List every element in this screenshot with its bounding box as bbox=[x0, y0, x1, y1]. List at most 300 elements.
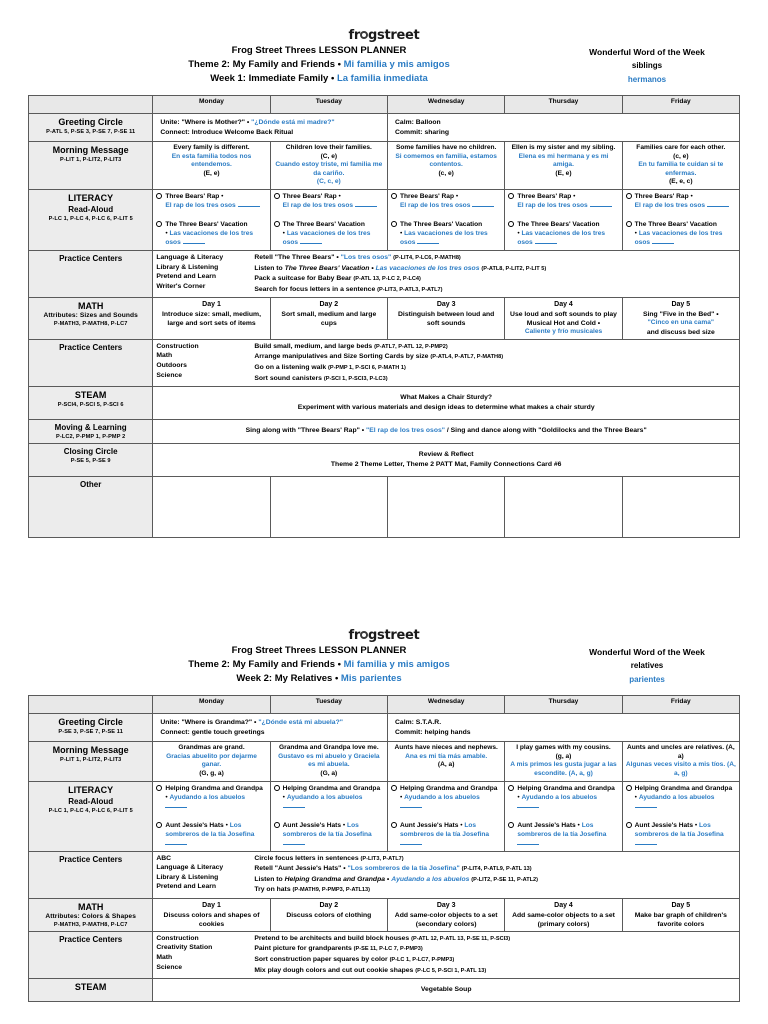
row-label-math-centers bbox=[29, 339, 153, 386]
wonderful-word-title: Wonderful Word of the Week bbox=[589, 647, 705, 658]
radio-button-icon[interactable] bbox=[391, 822, 397, 828]
book-separator: • bbox=[634, 229, 637, 237]
center-name: Library & Listening bbox=[156, 263, 219, 271]
other-thursday-blank[interactable] bbox=[505, 477, 622, 538]
math-centers-cell bbox=[153, 339, 740, 386]
math-day-2 bbox=[270, 298, 387, 339]
mm-spanish: A mis primos les gusta jugar a las escondite. (A, a, g) bbox=[510, 761, 617, 777]
book-separator: • bbox=[690, 192, 693, 200]
center-activity: Listen to The Three Bears' Vacation • Las vacaciones de los tres osos (P-ATL8, P-LIT2, P-LIT 5) bbox=[254, 264, 547, 272]
book-title-english: Three Bears' Rap bbox=[517, 192, 572, 200]
book-title-spanish: El rap de los tres osos bbox=[165, 201, 236, 209]
book-title-english: Helping Grandma and Grandpa bbox=[165, 784, 263, 792]
literacy-codes: P-LC 1, P-LC 4, P-LC 6, P-LIT 5 bbox=[48, 807, 133, 814]
mm-letter-tag: (G, g, a) bbox=[199, 769, 224, 777]
math-day-5 bbox=[622, 898, 739, 931]
morning-message-tuesday bbox=[270, 742, 387, 781]
other-friday-blank[interactable] bbox=[622, 477, 739, 538]
day-number: Day 5 bbox=[671, 301, 691, 309]
row-math bbox=[29, 898, 740, 931]
morning-message-label: Morning Message bbox=[52, 745, 129, 756]
center-activity: Circle focus letters in sentences (P-LIT3, P-ATL7) bbox=[254, 854, 404, 862]
steam-description: Experiment with various materials and design ideas to determine what makes a chair sturdy bbox=[297, 404, 595, 412]
book-separator: • bbox=[165, 793, 168, 801]
row-label-math-centers bbox=[29, 931, 153, 978]
radio-button-icon[interactable] bbox=[626, 193, 632, 199]
center-name: Construction bbox=[156, 342, 199, 350]
mm-english: Aunts have nieces and nephews. bbox=[394, 744, 498, 752]
mm-english: Ellen is my sister and my sibling. bbox=[511, 144, 616, 151]
morning-message-thursday bbox=[505, 142, 622, 190]
page-break bbox=[0, 538, 768, 626]
read-aloud-tuesday bbox=[270, 189, 387, 250]
radio-button-icon[interactable] bbox=[508, 221, 514, 227]
radio-button-icon[interactable] bbox=[508, 193, 514, 199]
math-day-5 bbox=[622, 298, 739, 339]
connect-english: Introduce Welcome Back Ritual bbox=[191, 128, 294, 136]
read-aloud-monday bbox=[153, 781, 270, 851]
math-attributes: Attributes: Colors & Shapes bbox=[45, 912, 136, 920]
book-title-spanish: Las vacaciones de los tres osos bbox=[634, 229, 723, 246]
write-in-blank[interactable] bbox=[535, 243, 557, 244]
wonderful-word-spanish: parientes bbox=[629, 675, 665, 685]
column-header-friday: Friday bbox=[622, 696, 739, 714]
day-activity-spanish: Caliente y frío musicales bbox=[524, 328, 603, 336]
connect-english: gentle touch greetings bbox=[191, 728, 265, 736]
day-activity: Add same-color objects to a set (primary colors) bbox=[512, 911, 615, 928]
book-title-english: The Three Bears' Vacation bbox=[165, 220, 248, 228]
day-number: Day 1 bbox=[202, 901, 221, 909]
book-title-english: Three Bears' Rap bbox=[165, 192, 220, 200]
theme-spanish: Mi familia y mis amigos bbox=[343, 59, 450, 70]
other-label: Other bbox=[80, 480, 102, 490]
steam-title: Vegetable Soup bbox=[420, 986, 472, 994]
book-title-english: Aunt Jessie's Hats bbox=[634, 821, 694, 829]
write-in-blank[interactable] bbox=[517, 844, 539, 845]
book-separator: • bbox=[517, 793, 520, 801]
mm-spanish: Ana es mi tía más amable. bbox=[405, 752, 488, 760]
lesson-planner-page-2 bbox=[0, 626, 768, 1002]
write-in-blank[interactable] bbox=[635, 807, 657, 808]
column-header-thursday: Thursday bbox=[505, 696, 622, 714]
book-title-spanish: Las vacaciones de los tres osos bbox=[400, 229, 488, 246]
unite-spanish: "¿Dónde está mi madre?" bbox=[251, 119, 335, 126]
row-literacy-practice-centers bbox=[29, 250, 740, 297]
mm-spanish: Cuando estoy triste, mi familia me da cariño. bbox=[275, 161, 383, 177]
lesson-plan-table-week-2 bbox=[28, 695, 740, 1002]
write-in-blank[interactable] bbox=[707, 206, 729, 207]
day-activity-cont: and discuss bed size bbox=[646, 328, 715, 336]
row-label-math bbox=[29, 898, 153, 931]
theme-english: My Family and Friends bbox=[232, 659, 336, 671]
mm-spanish: Elena es mi hermana y es mi amiga. bbox=[518, 152, 609, 169]
radio-button-icon[interactable] bbox=[508, 785, 514, 791]
book-title-english: Aunt Jessie's Hats bbox=[165, 821, 224, 829]
book-title-english: Three Bears' Rap bbox=[634, 192, 689, 200]
book-separator: • bbox=[400, 793, 403, 801]
center-activity: Build small, medium, and large beds (P-ATL7, P-ATL 12, P-PMP2) bbox=[254, 342, 448, 350]
book-separator: • bbox=[225, 821, 228, 829]
book-title-spanish: Los sombreros de la tía Josefina bbox=[400, 821, 490, 838]
book-title-spanish: El rap de los tres osos bbox=[517, 201, 588, 209]
center-name: Construction bbox=[156, 934, 199, 942]
row-literacy-read-aloud bbox=[29, 189, 740, 250]
theme-separator: • bbox=[337, 59, 341, 70]
radio-button-icon[interactable] bbox=[508, 822, 514, 828]
book-title-spanish: Las vacaciones de los tres osos bbox=[165, 229, 254, 246]
literacy-label: LITERACY bbox=[68, 192, 114, 203]
book-title-spanish: Ayudando a los abuelos bbox=[521, 793, 598, 801]
unite-separator: • bbox=[254, 719, 257, 727]
book-separator: • bbox=[400, 229, 403, 237]
moving-learning-codes: P-LC2, P-PMP 1, P-PMP 2 bbox=[56, 434, 126, 441]
center-activity: Sort construction paper squares by color (P-LC 1, P-LC7, P-PMP3) bbox=[254, 956, 455, 964]
radio-button-icon[interactable] bbox=[391, 221, 397, 227]
math-label: MATH bbox=[78, 901, 104, 912]
center-activity: Paint picture for grandparents (P-SE 11, P-LC 7, P-PMP3) bbox=[254, 945, 423, 953]
greeting-circle-label: Greeting Circle bbox=[58, 117, 123, 127]
theme-line bbox=[86, 658, 552, 672]
greeting-calm-line bbox=[395, 118, 732, 128]
read-aloud-label: Read-Aloud bbox=[68, 204, 114, 214]
mm-english: Families care for each other. bbox=[636, 144, 726, 151]
radio-button-icon[interactable] bbox=[156, 822, 162, 828]
theme-label: Theme 2: bbox=[188, 59, 230, 70]
literacy-label: LITERACY bbox=[68, 784, 114, 795]
center-name: Language & Literacy bbox=[156, 864, 224, 872]
row-closing-circle bbox=[29, 444, 740, 477]
week-line bbox=[86, 72, 552, 86]
greeting-calm-commit-cell bbox=[388, 714, 740, 742]
morning-message-codes: P-LIT 1, P-LIT2, P-LIT3 bbox=[59, 157, 122, 163]
book-separator: • bbox=[282, 793, 285, 801]
theme-english: My Family and Friends bbox=[232, 59, 336, 70]
write-in-blank[interactable] bbox=[300, 243, 322, 244]
logo-text-pre: fr bbox=[348, 628, 361, 644]
write-in-blank[interactable] bbox=[165, 807, 187, 808]
day-activity: Add same-color objects to a set (secondary colors) bbox=[394, 911, 498, 928]
closing-circle-label: Closing Circle bbox=[63, 447, 118, 457]
mm-spanish: En tu familia te cuidan si te enfermas. bbox=[638, 161, 724, 177]
moving-learning-label: Moving & Learning bbox=[54, 423, 127, 433]
row-label-greeting-circle bbox=[29, 114, 153, 142]
week-spanish: La familia inmediata bbox=[336, 73, 428, 84]
day-activity: Discuss colors and shapes of cookies bbox=[163, 911, 260, 928]
center-activity: Listen to Helping Grandma and Grandpa • Ayudando a los abuelos (P-LIT2, P-SE 11, P-ATL2) bbox=[254, 875, 539, 883]
wonderful-word-english: relatives bbox=[630, 661, 664, 671]
greeting-unite-line bbox=[160, 118, 380, 128]
mm-letter-tag: (c, e) bbox=[438, 169, 454, 177]
math-day-1 bbox=[153, 898, 270, 931]
moving-activity-cont: / Sing and dance along with "Goldilocks and the Three Bears" bbox=[446, 427, 647, 435]
radio-button-icon[interactable] bbox=[274, 193, 280, 199]
book-title-english: The Three Bears' Vacation bbox=[634, 220, 717, 228]
row-label-moving-learning bbox=[29, 420, 153, 444]
book-separator: • bbox=[460, 821, 463, 829]
steam-label: STEAM bbox=[74, 390, 107, 401]
wonderful-word-title: Wonderful Word of the Week bbox=[589, 47, 705, 57]
row-moving-learning bbox=[29, 420, 740, 444]
radio-button-icon[interactable] bbox=[626, 822, 632, 828]
theme-line bbox=[86, 58, 552, 72]
book-title-english: Three Bears' Rap bbox=[282, 192, 337, 200]
wonderful-word-spanish: hermanos bbox=[627, 75, 667, 84]
row-math-practice-centers bbox=[29, 931, 740, 978]
math-day-3 bbox=[388, 298, 505, 339]
steam-label: STEAM bbox=[74, 982, 107, 993]
read-aloud-tuesday bbox=[270, 781, 387, 851]
week-separator: • bbox=[330, 73, 335, 84]
page-1-header bbox=[0, 0, 768, 87]
math-day-2 bbox=[270, 898, 387, 931]
steam-codes: P-SCI4, P-SCI 5, P-SCI 6 bbox=[57, 402, 124, 409]
greeting-unite-line bbox=[160, 718, 380, 728]
math-day-4 bbox=[505, 298, 622, 339]
radio-button-icon[interactable] bbox=[156, 785, 162, 791]
week-english: Immediate Family bbox=[248, 73, 329, 84]
morning-message-friday bbox=[622, 742, 739, 781]
mm-english: Some families have no children. bbox=[395, 144, 497, 151]
book-title-spanish: El rap de los tres osos bbox=[634, 201, 706, 209]
morning-message-thursday bbox=[505, 742, 622, 781]
frog-eye-icon bbox=[360, 31, 368, 39]
frogstreet-logo bbox=[0, 626, 768, 644]
connect-label: Connect: bbox=[160, 128, 190, 136]
calm-label: Calm: bbox=[395, 719, 414, 727]
radio-button-icon[interactable] bbox=[156, 221, 162, 227]
radio-button-icon[interactable] bbox=[274, 822, 280, 828]
commit-value: helping hands bbox=[424, 728, 471, 736]
row-label-closing-circle bbox=[29, 444, 153, 477]
book-separator: • bbox=[282, 229, 285, 237]
week-separator: • bbox=[334, 673, 339, 685]
row-literacy-read-aloud bbox=[29, 781, 740, 851]
table-corner bbox=[29, 696, 153, 714]
literacy-centers-cell bbox=[153, 250, 740, 297]
closing-materials: Theme 2 Theme Letter, Theme 2 PATT Mat, Family Connections Card #6 bbox=[330, 461, 562, 469]
unite-separator: • bbox=[246, 119, 250, 126]
morning-message-label: Morning Message bbox=[52, 145, 129, 155]
read-aloud-friday bbox=[622, 189, 739, 250]
book-title-english: Three Bears' Rap bbox=[400, 192, 454, 200]
calm-value: Balloon bbox=[415, 119, 441, 126]
mm-letter-tag: (E, e) bbox=[555, 169, 572, 177]
book-title-spanish: Los sombreros de la tía Josefina bbox=[282, 821, 372, 838]
week-spanish: Mis parientes bbox=[340, 673, 402, 685]
row-literacy-practice-centers bbox=[29, 851, 740, 898]
mm-letter-tag: (E, e) bbox=[203, 169, 220, 177]
steam-title: What Makes a Chair Sturdy? bbox=[400, 394, 493, 402]
practice-centers-label: Practice Centers bbox=[59, 342, 123, 352]
write-in-blank[interactable] bbox=[183, 243, 205, 244]
mm-english: Children love their families. bbox=[285, 144, 372, 151]
book-title-english: Helping Grandma and Grandpa bbox=[282, 784, 381, 792]
book-title-english: The Three Bears' Vacation bbox=[282, 220, 365, 228]
center-name: Language & Literacy bbox=[156, 253, 224, 261]
mm-letter-tag: (A, a) bbox=[437, 761, 455, 769]
day-header-row bbox=[29, 96, 740, 114]
row-morning-message bbox=[29, 142, 740, 190]
day-number: Day 5 bbox=[671, 901, 691, 909]
radio-button-icon[interactable] bbox=[391, 193, 397, 199]
row-label-greeting-circle bbox=[29, 714, 153, 742]
literacy-codes: P-LC 1, P-LC 4, P-LC 6, P-LIT 5 bbox=[48, 215, 133, 222]
book-title-english: Aunt Jessie's Hats bbox=[517, 821, 576, 829]
morning-message-wednesday bbox=[388, 742, 505, 781]
row-label-literacy bbox=[29, 189, 153, 250]
practice-centers-label: Practice Centers bbox=[59, 934, 123, 944]
center-activity: Try on hats (P-MATH9, P-PMP3, P-ATL13) bbox=[254, 886, 370, 894]
book-title-spanish: Los sombreros de la tía Josefina bbox=[634, 821, 724, 838]
write-in-blank[interactable] bbox=[590, 206, 612, 207]
write-in-blank[interactable] bbox=[283, 807, 305, 808]
day-activity: Introduce size: small, medium, large and sort sets of items bbox=[162, 311, 261, 328]
mm-english: Grandma and Grandpa love me. bbox=[279, 744, 379, 752]
steam-cell bbox=[153, 387, 740, 420]
other-wednesday-blank[interactable] bbox=[388, 477, 505, 538]
column-header-monday: Monday bbox=[153, 96, 270, 114]
radio-button-icon[interactable] bbox=[274, 221, 280, 227]
mm-spanish: Algunas veces visito a mis tíos. (A, a, g) bbox=[625, 761, 736, 777]
write-in-blank[interactable] bbox=[400, 844, 422, 845]
calm-label: Calm: bbox=[395, 119, 414, 126]
center-name: Pretend and Learn bbox=[156, 273, 217, 281]
wonderful-word-english: siblings bbox=[631, 61, 663, 70]
book-separator: • bbox=[342, 821, 346, 829]
write-in-blank[interactable] bbox=[400, 807, 422, 808]
center-name: Library & Listening bbox=[156, 873, 219, 881]
greeting-unite-connect-cell bbox=[153, 714, 388, 742]
book-title-spanish: El rap de los tres osos bbox=[400, 201, 471, 209]
read-aloud-friday bbox=[622, 781, 739, 851]
center-name: Pretend and Learn bbox=[156, 883, 217, 891]
row-label-literacy-centers bbox=[29, 851, 153, 898]
other-monday-blank[interactable] bbox=[153, 477, 270, 538]
book-title-spanish: El rap de los tres osos bbox=[282, 201, 354, 209]
day-activity: Use loud and soft sounds to play Musical Hot and Cold • bbox=[510, 311, 617, 328]
morning-message-tuesday bbox=[270, 142, 387, 190]
radio-button-icon[interactable] bbox=[274, 785, 280, 791]
day-number: Day 2 bbox=[319, 301, 339, 309]
greeting-commit-line bbox=[395, 128, 732, 138]
moving-activity-english: Sing along with "Three Bears' Rap" • bbox=[245, 427, 365, 435]
morning-message-friday bbox=[622, 142, 739, 190]
write-in-blank[interactable] bbox=[472, 206, 494, 207]
week-label: Week 1: bbox=[210, 73, 246, 84]
connect-label: Connect: bbox=[160, 728, 190, 736]
other-tuesday-blank[interactable] bbox=[270, 477, 387, 538]
row-greeting-circle bbox=[29, 714, 740, 742]
write-in-blank[interactable] bbox=[238, 206, 260, 207]
day-activity: Make bar graph of children's favorite colors bbox=[634, 911, 727, 928]
steam-cell bbox=[153, 979, 740, 1002]
radio-button-icon[interactable] bbox=[626, 785, 632, 791]
row-label-other bbox=[29, 477, 153, 538]
radio-button-icon[interactable] bbox=[156, 193, 162, 199]
write-in-blank[interactable] bbox=[417, 243, 439, 244]
write-in-blank[interactable] bbox=[635, 844, 657, 845]
write-in-blank[interactable] bbox=[355, 206, 377, 207]
row-label-steam bbox=[29, 979, 153, 1002]
write-in-blank[interactable] bbox=[283, 844, 305, 845]
frogstreet-logo bbox=[0, 26, 768, 44]
lesson-plan-table-week-1 bbox=[28, 95, 740, 538]
column-header-wednesday: Wednesday bbox=[388, 96, 505, 114]
mm-english-tag: (c, e) bbox=[673, 152, 689, 160]
center-activity: Sort sound canisters (P-SCI 1, P-SCI3, P-LC3) bbox=[254, 374, 388, 382]
read-aloud-wednesday bbox=[388, 781, 505, 851]
center-activity: Retell "The Three Bears" • "Los tres osos" (P-LIT4, P-LC6, P-MATH8) bbox=[254, 253, 461, 261]
row-label-literacy bbox=[29, 781, 153, 851]
book-title-english: Aunt Jessie's Hats bbox=[282, 821, 342, 829]
greeting-connect-line bbox=[160, 728, 380, 738]
radio-button-icon[interactable] bbox=[391, 785, 397, 791]
frog-eye-icon bbox=[360, 631, 368, 639]
center-name: Writer's Corner bbox=[156, 282, 206, 290]
write-in-blank[interactable] bbox=[517, 807, 539, 808]
book-title-english: Helping Grandma and Grandpa bbox=[517, 784, 615, 792]
mm-spanish: Si comemos en familia, estamos contentos. bbox=[395, 152, 497, 169]
center-activity: Arrange manipulatives and Size Sorting Cards by size (P-ATL4, P-ATL7, P-MATH8) bbox=[254, 353, 504, 361]
mm-spanish: En esta familia todos nos entendemos. bbox=[171, 152, 252, 169]
unite-label: Unite: bbox=[160, 719, 180, 727]
center-activity: Go on a listening walk (P-PMP 1, P-SCI 6, P-MATH 1) bbox=[254, 363, 406, 371]
day-activity-spanish: "Cinco en una cama" bbox=[647, 319, 714, 327]
math-day-3 bbox=[388, 898, 505, 931]
book-title-spanish: Ayudando a los abuelos bbox=[169, 793, 246, 801]
book-separator: • bbox=[577, 821, 580, 829]
book-title-spanish: Los sombreros de la tía Josefina bbox=[517, 821, 607, 838]
center-name: Science bbox=[156, 371, 183, 379]
book-separator: • bbox=[165, 229, 168, 237]
center-activity: Pretend to be architects and build block houses (P-ATL 12, P-ATL 13, P-SE 11, P-SCI3) bbox=[254, 934, 511, 942]
day-number: Day 3 bbox=[436, 301, 456, 309]
day-activity: Sing "Five in the Bed" • bbox=[642, 311, 719, 319]
center-name: Creativity Station bbox=[156, 944, 213, 952]
day-activity: Distinguish between loud and soft sounds bbox=[398, 311, 495, 328]
week-line bbox=[86, 672, 552, 686]
book-title-english: Helping Grandma and Grandpa bbox=[400, 784, 498, 792]
radio-button-icon[interactable] bbox=[626, 221, 632, 227]
row-math-practice-centers bbox=[29, 339, 740, 386]
mm-letter-tag: (C, c, e) bbox=[316, 178, 341, 186]
closing-title: Review & Reflect bbox=[418, 451, 474, 459]
write-in-blank[interactable] bbox=[165, 844, 187, 845]
commit-value: sharing bbox=[424, 128, 450, 136]
theme-label: Theme 2: bbox=[188, 659, 230, 671]
book-title-spanish: Las vacaciones de los tres osos bbox=[517, 229, 606, 246]
row-math bbox=[29, 298, 740, 339]
row-other bbox=[29, 477, 740, 538]
row-label-morning-message bbox=[29, 742, 153, 781]
book-separator: • bbox=[338, 192, 341, 200]
math-day-4 bbox=[505, 898, 622, 931]
row-label-morning-message bbox=[29, 142, 153, 190]
book-title-spanish: Las vacaciones de los tres osos bbox=[282, 229, 371, 246]
day-activity: Discuss colors of clothing bbox=[286, 911, 372, 919]
book-title-english: The Three Bears' Vacation bbox=[517, 220, 600, 228]
mm-english: Aunts and uncles are relatives. (A, a) bbox=[626, 744, 735, 760]
practice-centers-label: Practice Centers bbox=[59, 854, 123, 864]
center-name: ABC bbox=[156, 854, 172, 862]
center-name: Math bbox=[156, 954, 173, 962]
row-label-literacy-centers bbox=[29, 250, 153, 297]
mm-english-tag: (C, e) bbox=[320, 152, 338, 160]
greeting-connect-line bbox=[160, 128, 380, 138]
greeting-commit-line bbox=[395, 728, 732, 738]
row-label-math bbox=[29, 298, 153, 339]
write-in-blank[interactable] bbox=[652, 243, 674, 244]
